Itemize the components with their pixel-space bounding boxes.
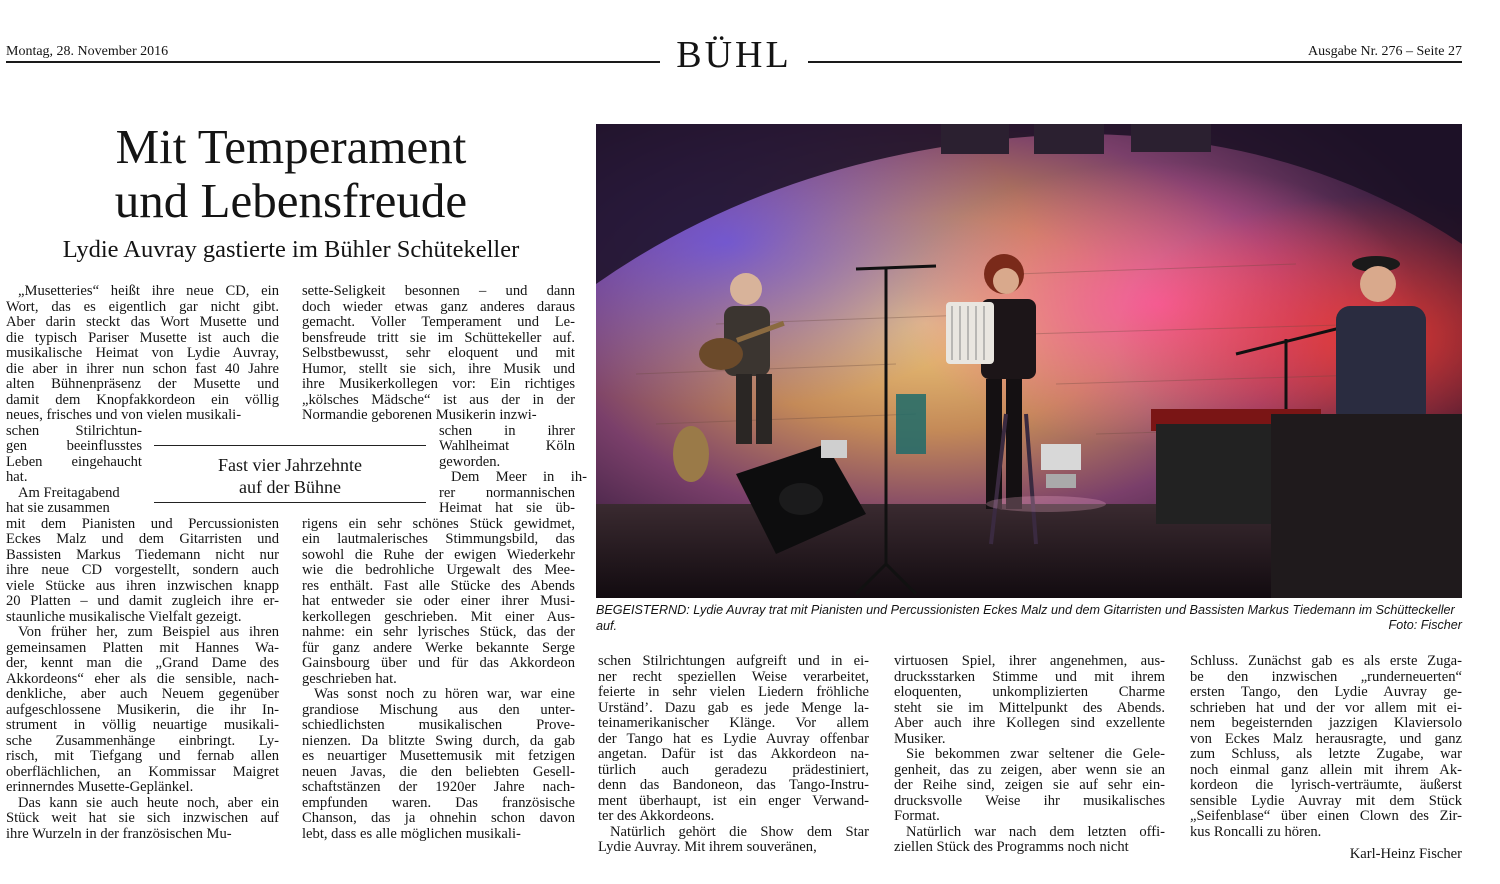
text-line: schaftstänzen der 1920er Jahre nach- <box>302 779 575 795</box>
text-line: geschrieben hat. <box>302 670 397 687</box>
text-line: Akkordeons“ eher als die sensible, nach- <box>6 670 279 687</box>
text-line: nienzen. Da blitzte Swing durch, da gab <box>302 732 575 749</box>
text-line: zum Schluss, als letzte Zugabe, war <box>1190 746 1462 762</box>
text-line: bensfreude tritt sie im Schüttekeller auf. <box>302 329 575 346</box>
header-rule-left <box>6 61 660 63</box>
text-line: sette-Seligkeit besonnen – und dann <box>302 283 575 299</box>
text-line: virtuosen Spiel, ihrer angenehmen, aus- <box>894 653 1165 669</box>
text-line: viele Stücke aus ihren inzwischen knapp <box>6 577 279 594</box>
text-line: nem begeisternden jazzigen Klaviersolo <box>1190 715 1462 731</box>
text-line: doch wieder etwas ganz anderes daraus <box>302 298 575 315</box>
text-line: genheit, das zu zeigen, aber wenn sie an <box>894 761 1165 778</box>
text-line: gen beeinflusstes <box>6 438 142 454</box>
text-line: angetan. Dafür ist das Akkordeon na- <box>598 746 869 762</box>
text-line: kerkollegen geschrieben. Mit einer Aus- <box>302 608 575 625</box>
text-line: alten Bühnenpräsenz der Musette und <box>6 376 279 392</box>
header-rule-right <box>808 61 1462 63</box>
text-column-4 <box>894 654 1165 856</box>
pull-quote-line-2: auf der Bühne <box>239 477 341 497</box>
text-line: ment überhaupt, ist ein enger Verwand- <box>598 792 869 809</box>
text-line: strument in völlig neuartige musikali- <box>6 717 279 733</box>
text-line: denn das Bandoneon, das Tango-Instru- <box>598 777 869 793</box>
text-line: grandiose Mischung aus den unter- <box>302 701 575 718</box>
text-line: rer normannischen <box>439 484 575 501</box>
section-title: BÜHL <box>664 32 804 78</box>
text-column-2 <box>302 283 587 842</box>
text-line: die aber in ihrer nun schon fast 40 Jahre <box>6 360 279 377</box>
text-line: für ganz andere Werke bekannte Serge <box>302 639 575 656</box>
text-line: ziellen Stück des Programms noch nicht <box>894 839 1129 855</box>
text-line: res enthält. Fast alle Stücke des Abends <box>302 577 575 594</box>
pull-quote <box>154 445 426 503</box>
text-line: hat entweder sie oder einer ihrer Musi- <box>302 593 575 609</box>
text-line: Humor, stellt sie sich, ihre Musik und <box>302 360 575 377</box>
issue-date: Montag, 28. November 2016 <box>6 44 169 59</box>
text-line: 20 Platten – und damit zugleich ihre er- <box>6 593 279 609</box>
headline-line-1: Mit Temperament <box>115 119 467 174</box>
edition-page: Ausgabe Nr. 276 – Seite 27 <box>1308 44 1462 59</box>
text-line: es neuartiger Musettemusik mit fetzigen <box>302 748 575 764</box>
text-line: gemeinsamen Platten mit Hannes Wa- <box>6 639 279 656</box>
concert-photo-illustration <box>596 124 1462 598</box>
text-line: staunliche musikalische Vielfalt gezeigt. <box>6 608 242 625</box>
text-line: kus Roncalli zu hören. <box>1190 823 1322 840</box>
text-line: rigens ein sehr schönes Stück gewidmet, <box>302 515 575 532</box>
text-line: drucksstarken Stimme und mit ihrem <box>894 668 1165 685</box>
text-line: lebt, dass es alle möglichen musikali- <box>302 825 521 842</box>
text-line: von Eckes Malz herausragte, und ganz <box>1190 730 1462 747</box>
text-line: neuen Javas, die den beliebten Gesell- <box>302 763 575 780</box>
text-column-3 <box>598 654 869 856</box>
photo-caption: BEGEISTERND: Lydie Auvray trat mit Pianisten und Percussionisten Eckes Malz und dem Gitarristen und Bassisten Markus Tiedemann im Schütteckeller auf. <box>596 603 1455 633</box>
text-column-1 <box>6 284 279 842</box>
text-line: ihre Wurzeln in der französischen Mu- <box>6 825 232 842</box>
text-line: Aber darin steckt das Wort Musette und <box>6 314 279 330</box>
text-line: steht sie im Mittelpunkt des Abends. <box>894 699 1165 716</box>
text-line: schiedlichsten musikalischen Prove- <box>302 717 575 733</box>
text-line: Natürlich gehört die Show dem Star <box>610 823 869 840</box>
text-line: nahme: ein sehr lyrisches Stück, das der <box>302 624 575 640</box>
text-line: denkliche, aber auch Neuem gegenüber <box>6 686 279 702</box>
text-line: Aber auch ihre Kollegen sind exzellente <box>894 715 1165 731</box>
text-line: sowohl die Ruhe der ewigen Wiederkehr <box>302 546 575 563</box>
text-line: damit dem Knopfakkordeon ein völlig <box>6 391 279 408</box>
text-line: türlich auch geradezu prädestiniert, <box>598 761 869 778</box>
text-line: Natürlich war nach dem letzten offi- <box>906 823 1165 840</box>
text-line: „Seifenblase“ über einen Clown des Zir- <box>1190 808 1462 824</box>
text-line: die typisch Pariser Musette ist auch die <box>6 329 279 346</box>
headline-line-2: und Lebensfreude <box>114 173 468 228</box>
text-line: schrieben hat und der vor allem mit ei- <box>1190 699 1462 716</box>
text-line: Sie bekommen zwar seltener die Gele- <box>906 746 1165 762</box>
text-line: Was sonst noch zu hören war, war eine <box>314 686 575 702</box>
text-line: Schluss. Zunächst gab es als erste Zuga- <box>1190 653 1462 669</box>
text-line: Bassisten Markus Tiedemann nicht nur <box>6 546 279 563</box>
text-line: Das kann sie auch heute noch, aber ein <box>18 794 279 811</box>
text-line: gemacht. Voller Temperament und Le- <box>302 314 575 330</box>
text-line: schen Stilrichtungen aufgreift und in ei- <box>598 653 869 669</box>
text-line: Chanson, das ja ohnehin schon davon <box>302 810 575 826</box>
author-byline: Karl-Heinz Fischer <box>1349 846 1462 862</box>
text-line: Von früher her, zum Beispiel aus ihren <box>18 624 279 640</box>
text-line: neues, frisches und von vielen musikali- <box>6 407 242 423</box>
text-line: sensible Lydie Auvray mit dem Stück <box>1190 792 1462 809</box>
text-line: wie die bedrohliche Urgewalt des Mee- <box>302 562 575 578</box>
text-line: geworden. <box>439 453 501 470</box>
text-line: Normandie geborenen Musikerin inzwi- <box>302 407 537 423</box>
text-column-5 <box>1190 654 1462 840</box>
text-line: teinamerikanischer Klänge. Vor allem <box>598 715 869 731</box>
text-line: sche Zusammenhänge einbringt. Ly- <box>6 732 279 749</box>
text-line: hat. <box>6 469 28 485</box>
subheadline: Lydie Auvray gastierte im Bühler Schütekeller <box>62 236 520 263</box>
text-line: noch einmal ganz allein mit ihrem Ak- <box>1190 761 1462 778</box>
pull-quote-line-1: Fast vier Jahrzehnte <box>218 455 362 475</box>
text-line: Gainsbourg über und für das Akkordeon <box>302 655 575 671</box>
text-line: be den inzwischen „runderneuerten“ <box>1190 668 1462 685</box>
text-line: Dem Meer in ih- <box>451 469 587 485</box>
text-line: Musiker. <box>894 730 946 747</box>
text-line: ner recht speziellen Weise verarbeitet, <box>598 668 869 685</box>
text-line: ihre neue CD vorgestellt, sondern auch <box>6 562 279 578</box>
text-line: Wort, das es eigentlich gar nicht gibt. <box>6 298 279 315</box>
text-line: risch, mit Tiefgang und fernab allen <box>6 748 279 764</box>
text-line: drucksvolle Weise ihr musikalisches <box>894 792 1165 809</box>
text-line: Urständ’. Dazu gab es jede Menge la- <box>598 699 869 716</box>
text-line: ersten Tango, den Lydie Auvray ge- <box>1190 684 1462 700</box>
text-line: Am Freitagabend <box>18 484 120 501</box>
text-line: musikalische Heimat von Lydie Auvray, <box>6 345 279 361</box>
text-line: eloquenten, unkomplizierten Charme <box>894 684 1165 700</box>
concert-photo <box>596 124 1462 598</box>
text-line: Leben eingehaucht <box>6 453 142 470</box>
text-line: ter des Akkordeons. <box>598 808 715 824</box>
text-line: „Musetteries“ heißt ihre neue CD, ein <box>18 283 279 299</box>
text-line: Format. <box>894 808 940 824</box>
text-line: schen in ihrer <box>439 422 575 439</box>
text-line: aufgeschlossene Musikerin, die ihr In- <box>6 701 279 718</box>
text-line: Lydie Auvray. Mit ihrem souveränen, <box>598 839 817 855</box>
text-line: oberflächlichen, an Kommissar Maigret <box>6 763 279 780</box>
text-line: empfunden waren. Das französische <box>302 794 575 811</box>
text-line: Selbstbewusst, sehr eloquent und mit <box>302 345 575 361</box>
text-line: ihre Musikerkollegen vor: Ein richtiges <box>302 376 575 392</box>
text-line: der Tango hat es Lydie Auvray offenbar <box>598 730 869 747</box>
text-line: erinnerndes Musette-Geplänkel. <box>6 779 194 795</box>
text-line: hat sie zusammen <box>6 500 110 516</box>
text-line: Eckes Malz und dem Gitarristen und <box>6 531 279 547</box>
text-line: ein lautmalerisches Stimmungsbild, das <box>302 531 575 547</box>
headline <box>8 120 574 228</box>
text-line: Heimat hat sie üb- <box>439 500 575 516</box>
text-line: feierte in sehr vielen Liedern fröhliche <box>598 684 869 700</box>
text-line: der Reihe sind, zeigen sie auf sehr ein- <box>894 777 1165 793</box>
text-line: kordeon die lyrisch-verträumte, äußerst <box>1190 777 1462 793</box>
text-line: „kölsches Mädsche“ ist aus der in der <box>302 391 575 408</box>
text-line: schen Stilrichtun- <box>6 422 142 439</box>
text-line: der, kennt man die „Grand Dame des <box>6 655 279 671</box>
text-line: mit dem Pianisten und Percussionisten <box>6 515 279 532</box>
text-line: Wahlheimat Köln <box>439 438 575 454</box>
text-line: Stück weit hat sie sich inzwischen auf <box>6 810 279 826</box>
photo-credit: Foto: Fischer <box>1388 618 1462 632</box>
